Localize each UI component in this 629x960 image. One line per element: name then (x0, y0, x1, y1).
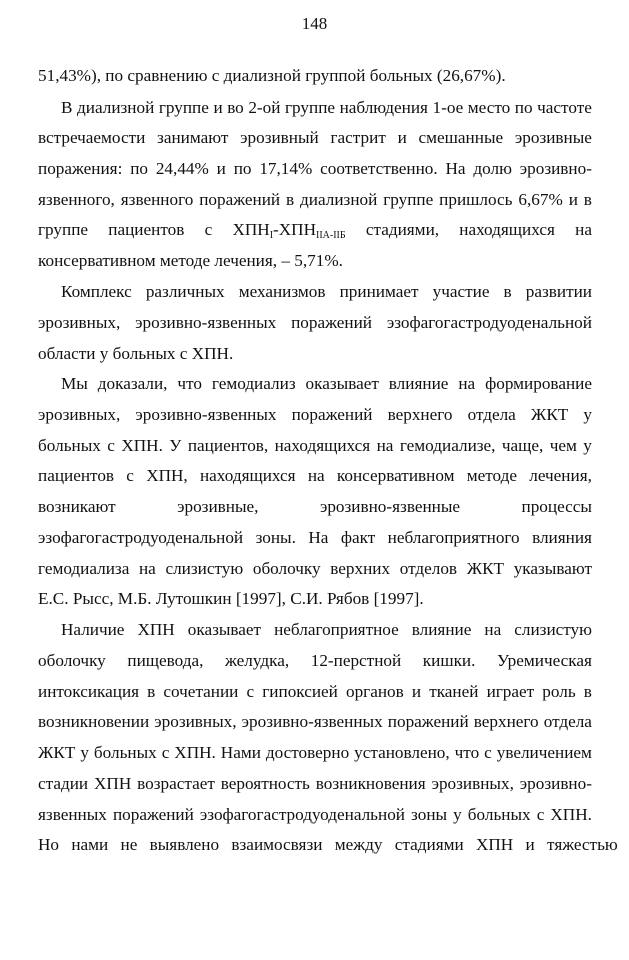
word: ЖКТ (38, 743, 76, 762)
word: консервативном методе лечения, – 5,71%. (38, 251, 343, 270)
word: пациентов (38, 466, 115, 485)
word: неблагоприятного (387, 528, 520, 547)
word: эрозивных, (431, 774, 514, 793)
word: эрозивных, (38, 313, 121, 332)
text-line (38, 344, 233, 364)
page-number: 148 (301, 14, 328, 33)
word: У (169, 436, 182, 455)
text-line (38, 528, 592, 548)
word: находящихся (199, 466, 296, 485)
word: эзофагогастродуоденальной (38, 528, 244, 547)
word: указывают (513, 559, 592, 578)
word: ЖКТ (530, 405, 569, 424)
word: слизистую (514, 620, 592, 639)
word: и (216, 159, 226, 178)
word: с (204, 220, 213, 239)
word: На (308, 528, 329, 547)
word: между (334, 835, 383, 854)
word: кишки. (422, 651, 476, 670)
word: эрозивных, (38, 405, 121, 424)
word: во (227, 98, 244, 117)
word: $ХПН_I-ХПН_{IIА-IIБ}$ (232, 220, 346, 241)
word: с (536, 805, 545, 824)
word: влияния (532, 528, 592, 547)
word: Комплекс (61, 282, 132, 301)
text-line (38, 559, 592, 579)
word: стадиями, (365, 220, 440, 239)
word: взаимосвязи (231, 835, 323, 854)
word: пришлось (439, 190, 513, 209)
word: эзофагогастродуоденальной (386, 313, 592, 332)
word: роль (542, 682, 576, 701)
word: группе (383, 190, 434, 209)
word: лечения, (529, 466, 592, 485)
word: больных (467, 805, 531, 824)
word: в (286, 190, 295, 209)
word: факт (340, 528, 376, 547)
word: отдела (543, 712, 592, 731)
word: играет (486, 682, 535, 701)
word: в (147, 682, 156, 701)
word: ХПН, (146, 466, 188, 485)
word: и (213, 98, 223, 117)
text-line (38, 128, 592, 148)
text-line (38, 774, 592, 794)
word: Уремическая (497, 651, 592, 670)
word: группе (158, 98, 209, 117)
word: 17,14% (259, 159, 313, 178)
word: у (80, 743, 89, 762)
text-line (38, 159, 592, 179)
word: На (445, 159, 466, 178)
word: эрозивно-язвенных (241, 712, 383, 731)
word: поражений (112, 805, 194, 824)
word: эрозивно-язвенных (135, 313, 277, 332)
word: поражения: (38, 159, 123, 178)
word: гемодиализ (211, 374, 296, 393)
word: возникновении (38, 712, 150, 731)
text-line (61, 374, 592, 394)
word: чаще, (501, 436, 544, 455)
word: вероятность (220, 774, 310, 793)
text-line (61, 282, 592, 302)
text-line (38, 220, 592, 240)
word: с (246, 682, 255, 701)
word: оказывает (305, 374, 379, 393)
word: находящихся (274, 436, 371, 455)
word: больных (93, 743, 157, 762)
word: частоте (537, 98, 592, 117)
word: эрозивные (514, 128, 592, 147)
word: механизмов (238, 282, 326, 301)
word: эрозивных, (154, 712, 237, 731)
word: В (61, 98, 73, 117)
word: доказали, (97, 374, 168, 393)
word: Нами (220, 743, 261, 762)
word: гипоксией (262, 682, 338, 701)
word: на (575, 220, 592, 239)
word: оболочку (252, 559, 321, 578)
word: ХПН. (174, 743, 216, 762)
word: консервативном (336, 466, 455, 485)
word: процессы (521, 497, 592, 516)
word: поражений (199, 190, 281, 209)
word: и (397, 128, 407, 147)
word: группе (38, 220, 89, 239)
word: влияние (388, 374, 449, 393)
word: Мы (61, 374, 88, 393)
text-line (38, 589, 424, 609)
word: в (583, 682, 592, 701)
word: группе (284, 98, 336, 117)
word: у (453, 805, 462, 824)
word: 6,67% (518, 190, 563, 209)
word: поражений (387, 712, 469, 731)
word: формирование (485, 374, 592, 393)
text-line (38, 405, 592, 425)
word: эзофагогастродуоденальной (199, 805, 405, 824)
word: с (484, 743, 492, 762)
text-line (38, 313, 592, 333)
word: 2-ой (248, 98, 281, 117)
word: эрозивный (240, 128, 319, 147)
word: возникновения (315, 774, 426, 793)
word: области у больных с ХПН. (38, 344, 234, 363)
word: поражений (291, 405, 373, 424)
word: эрозивно-язвенных (135, 405, 277, 424)
word: желудка, (225, 651, 290, 670)
word: Е.С. Рысс, М.Б. Лутошкин [1997], С.И. Рябов [1997]. (38, 589, 424, 608)
word: в (503, 282, 512, 301)
word: на (376, 436, 394, 455)
word: возрастает (137, 774, 215, 793)
word: верхнего (387, 405, 453, 424)
word: оказывает (187, 620, 262, 639)
word: ХПН. (550, 805, 592, 824)
word: нами (71, 835, 109, 854)
word: ХПН. (121, 436, 163, 455)
word: в (583, 190, 592, 209)
word: на (458, 374, 476, 393)
word: поражений (291, 313, 372, 332)
text-line (61, 98, 592, 118)
word: эрозивно- (519, 159, 592, 178)
word: гемодиализа (38, 559, 130, 578)
word: что (454, 743, 480, 762)
word: пищевода, (127, 651, 204, 670)
word: с (126, 466, 134, 485)
text-line (38, 436, 592, 456)
word: эрозивные, (177, 497, 259, 516)
word: Наличие (61, 620, 125, 639)
word: отделов (399, 559, 458, 578)
word: чем (549, 436, 577, 455)
word: пациентов, (187, 436, 269, 455)
word: выявлено (149, 835, 220, 854)
word: у (583, 436, 592, 455)
word: 51,43%), по сравнению с диализной группой больных (26,67%). (38, 66, 506, 85)
word: место (467, 98, 511, 117)
word: что (177, 374, 202, 393)
word: смешанные (418, 128, 504, 147)
word: и (525, 835, 535, 854)
word: встречаемости (38, 128, 146, 147)
word: по (514, 98, 533, 117)
word: Но (38, 835, 60, 854)
word: ХПН (475, 835, 514, 854)
word: верхних (330, 559, 391, 578)
word: 12-перстной (310, 651, 402, 670)
word: зоны (411, 805, 448, 824)
word: и (568, 190, 578, 209)
word: с (161, 743, 170, 762)
text-line (38, 712, 592, 732)
word: тяжестью (547, 835, 618, 854)
word: гемодиализе, (399, 436, 496, 455)
text-line (38, 497, 592, 517)
word: у (583, 405, 592, 424)
word: и (411, 682, 422, 701)
word: неблагоприятное (274, 620, 399, 639)
word: язвенных (38, 805, 107, 824)
word: отдела (467, 405, 516, 424)
word: наблюдения (339, 98, 428, 117)
word: зоны. (255, 528, 296, 547)
text-line (38, 466, 592, 486)
word: интоксикация (38, 682, 140, 701)
word: ХПН (94, 774, 132, 793)
word: диализной (300, 190, 378, 209)
word: органов (345, 682, 404, 701)
word: 1-ое (432, 98, 464, 117)
text-line (38, 805, 592, 825)
word: не (120, 835, 138, 854)
word: методе (466, 466, 517, 485)
word: стадиями (394, 835, 464, 854)
word: 24,44% (155, 159, 209, 178)
word: тканей (429, 682, 479, 701)
word: ХПН (137, 620, 175, 639)
word: находящихся (459, 220, 555, 239)
word: различных (145, 282, 225, 301)
word: установлено, (354, 743, 450, 762)
word: занимают (157, 128, 229, 147)
word: гастрит (330, 128, 386, 147)
word: участие (432, 282, 490, 301)
word: эрозивно- (519, 774, 592, 793)
word: слизистую (165, 559, 244, 578)
text-line (38, 190, 592, 210)
word: сочетании (163, 682, 239, 701)
text-line (38, 743, 592, 763)
word: увеличением (496, 743, 592, 762)
word: язвенного, (38, 190, 115, 209)
word: пациентов (108, 220, 185, 239)
word: язвенного (120, 190, 194, 209)
word: ЖКТ (466, 559, 505, 578)
word: эрозивно-язвенные (319, 497, 461, 516)
text-line (38, 682, 592, 702)
word: возникают (38, 497, 116, 516)
word: верхнего (473, 712, 539, 731)
word: достоверно (265, 743, 350, 762)
word: по (130, 159, 148, 178)
text-line (38, 251, 343, 271)
text-line (38, 651, 592, 671)
word: на (484, 620, 502, 639)
word: долю (473, 159, 512, 178)
word: диализной (77, 98, 155, 117)
word: на (307, 466, 325, 485)
word: по (233, 159, 252, 178)
text-line (61, 620, 592, 640)
word: оболочку (38, 651, 106, 670)
text-line (38, 66, 506, 86)
word: с (107, 436, 115, 455)
word: на (138, 559, 156, 578)
word: развитии (525, 282, 592, 301)
word: принимает (339, 282, 419, 301)
word: больных (38, 436, 101, 455)
word: влияние (411, 620, 472, 639)
word: стадии (38, 774, 89, 793)
text-line (38, 835, 618, 855)
word: соответственно. (320, 159, 438, 178)
